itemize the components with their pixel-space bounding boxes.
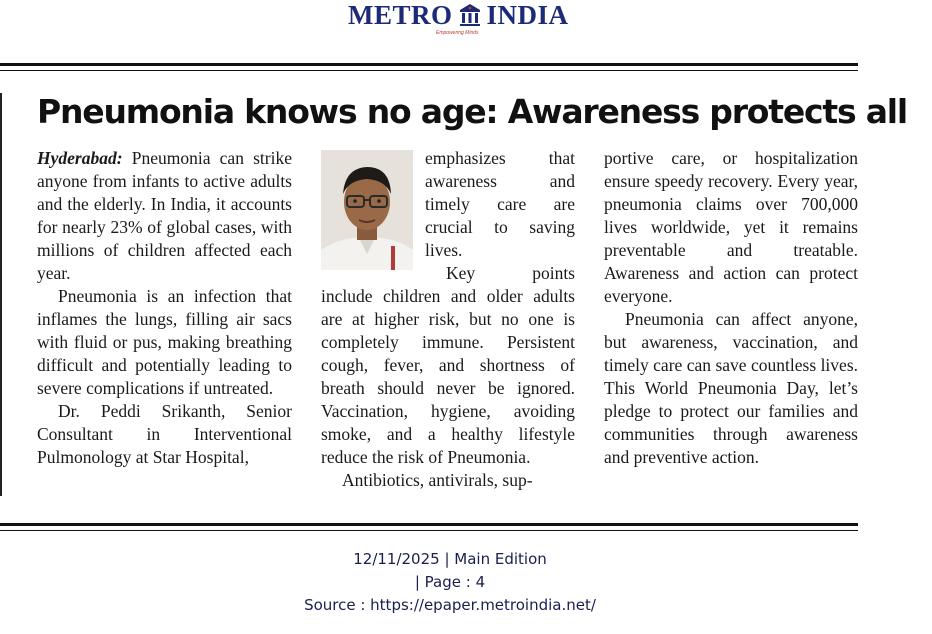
- logo-text-left: METRO: [348, 0, 453, 30]
- paragraph: Pneumonia is an infection that inflames the lungs, filling air sacs with fluid or pus, making breathing difficult and potentially leading to severe complications if untreated.: [37, 286, 292, 398]
- bottom-rule-thin: [0, 530, 858, 531]
- doctor-photo: [321, 150, 413, 270]
- paragraph: emphasizes that awareness and timely care are crucial to saving lives.: [425, 148, 575, 260]
- top-rule-thick: [0, 63, 858, 66]
- page-info: | Page : 4: [414, 573, 486, 591]
- edition-info: 12/11/2025 | Main Edition: [353, 550, 547, 568]
- bottom-rule-thick: [0, 523, 858, 526]
- masthead: [0, 0, 932, 44]
- paragraph: Dr. Peddi Srikanth, Senior Consultant in Interventional Pulmonology at Star Hospital,: [37, 401, 292, 467]
- article-column-1: [37, 147, 292, 469]
- paragraph-text: Pneumonia can strike anyone from infants to active adults and the elderly. In India, it accounts for nearly 23% of global cases, with millions of children affected each year.: [37, 148, 292, 283]
- dateline: Hyderabad:: [37, 148, 123, 168]
- logo-text-right: INDIA: [486, 0, 569, 30]
- article-column-3: [604, 147, 858, 469]
- paragraph: [37, 147, 292, 285]
- logo-tagline: Empowering Minds: [436, 30, 479, 36]
- paragraph: portive care, or hospitalization ensure speedy recovery. Every year, pneumonia claims over 700,000 lives worldwide, yet it remains preventable and treatable. Awareness and action can protect everyone.: [604, 148, 858, 306]
- source-info: Source : https://epaper.metroindia.net/: [304, 596, 596, 614]
- paragraph: Pneumonia can affect anyone, but awareness, vaccination, and timely care can save countless lives. This World Pneumonia Day, let’s pledge to protect our families and communities through awareness and preventive action.: [604, 309, 858, 467]
- article-headline: Pneumonia knows no age: Awareness protects all: [37, 92, 907, 131]
- top-rule-thin: [0, 70, 858, 71]
- article-column-2: [321, 147, 575, 492]
- emblem-icon: [456, 1, 484, 29]
- paragraph: Antibiotics, antivirals, sup-: [342, 470, 533, 490]
- left-column-rule: [0, 93, 2, 496]
- paragraph: Key points include children and older adults are at higher risk, but no one is completely immune. Persistent cough, fever, and shortness of breath should never be ignored. Vaccination, hygiene, avoiding smoke, and a healthy lifestyle reduce the risk of Pneumonia.: [321, 263, 575, 467]
